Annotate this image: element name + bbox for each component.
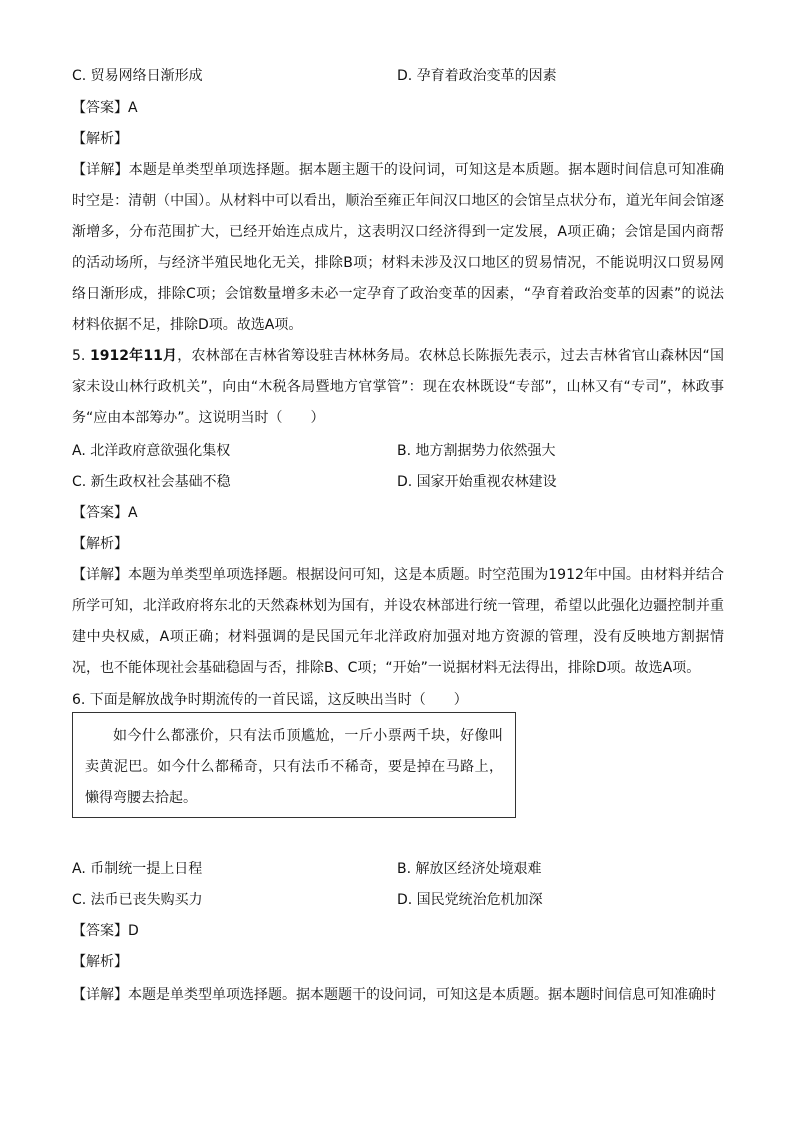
q5-stem-text: ，农林部在吉林省筹设驻吉林林务局。农林总长陈振先表示，过去吉林省官山森林因“国家未设山林行政机关”，向由“木税各局暨地方官掌管”：现在农林既设“专部”，山林又有“专司”，林政事务“应由本部筹办”。这说明当时（ ） (72, 348, 725, 426)
q6-material-box (72, 712, 516, 818)
q6-material-text: 如今什么都涨价，只有法币顶尴尬，一斤小票两千块，好像叫卖黄泥巴。如今什么都稀奇，只有法币不稀奇，要是掉在马路上，懒得弯腰去拾起。 (85, 728, 503, 806)
q6-stem: 6. 下面是解放战争时期流传的一首民谣，这反映出当时（ ） (72, 692, 468, 708)
q5-option-d: D. 国家开始重视农林建设 (397, 474, 557, 490)
q6-detail: 【详解】本题是单类型单项选择题。据本题题干的设问词，可知这是本质题。据本题时间信息可知准确时 (72, 987, 716, 1003)
q6-answer: 【答案】D (72, 923, 139, 939)
q5-stem (72, 341, 724, 434)
q5-stem-prefix: 5. (72, 348, 91, 364)
q5-option-a: A. 北洋政府意欲强化集权 (72, 443, 231, 459)
q5-answer: 【答案】A (72, 505, 138, 521)
q5-stem-date: 1912年11月 (90, 348, 178, 364)
q4-analysis-label: 【解析】 (72, 131, 128, 147)
q5-option-b: B. 地方割据势力依然强大 (397, 443, 556, 459)
q5-option-c: C. 新生政权社会基础不稳 (72, 474, 231, 490)
q5-analysis-label: 【解析】 (72, 536, 128, 552)
q4-answer: 【答案】A (72, 100, 138, 116)
q6-option-c: C. 法币已丧失购买力 (72, 892, 203, 908)
q6-option-a: A. 币制统一提上日程 (72, 861, 203, 877)
q4-option-d: D. 孕育着政治变革的因素 (397, 68, 557, 84)
q6-option-b: B. 解放区经济处境艰难 (397, 861, 542, 877)
q4-detail: 【详解】本题是单类型单项选择题。据本题主题干的设问词，可知这是本质题。据本题时间信息可知准确时空是：清朝（中国）。从材料中可以看出，顺治至雍正年间汉口地区的会馆呈点状分布，道光年间会馆逐渐增多，分布范围扩大，已经开始连点成片，这表明汉口经济得到一定发展，A项正确；会馆是国内商帮的活动场所，与经济半殖民地化无关，排除B项；材料未涉及汉口地区的贸易情况，不能说明汉口贸易网络日渐形成，排除C项；会馆数量增多未必一定孕育了政治变革的因素，“孕育着政治变革的因素”的说法材料依据不足，排除D项。故选A项。 (72, 162, 724, 333)
q6-analysis-label: 【解析】 (72, 954, 128, 970)
q6-option-d: D. 国民党统治危机加深 (397, 892, 543, 908)
q5-detail: 【详解】本题为单类型单项选择题。根据设问可知，这是本质题。时空范围为1912年中国。由材料并结合所学可知，北洋政府将东北的天然森林划为国有，并设农林部进行统一管理，希望以此强化边疆控制并重建中央权威，A项正确；材料强调的是民国元年北洋政府加强对地方资源的管理，没有反映地方割据情况，也不能体现社会基础稳固与否，排除B、C项；“开始”一说据材料无法得出，排除D项。故选A项。 (72, 567, 724, 676)
q4-option-c: C. 贸易网络日渐形成 (72, 68, 203, 84)
